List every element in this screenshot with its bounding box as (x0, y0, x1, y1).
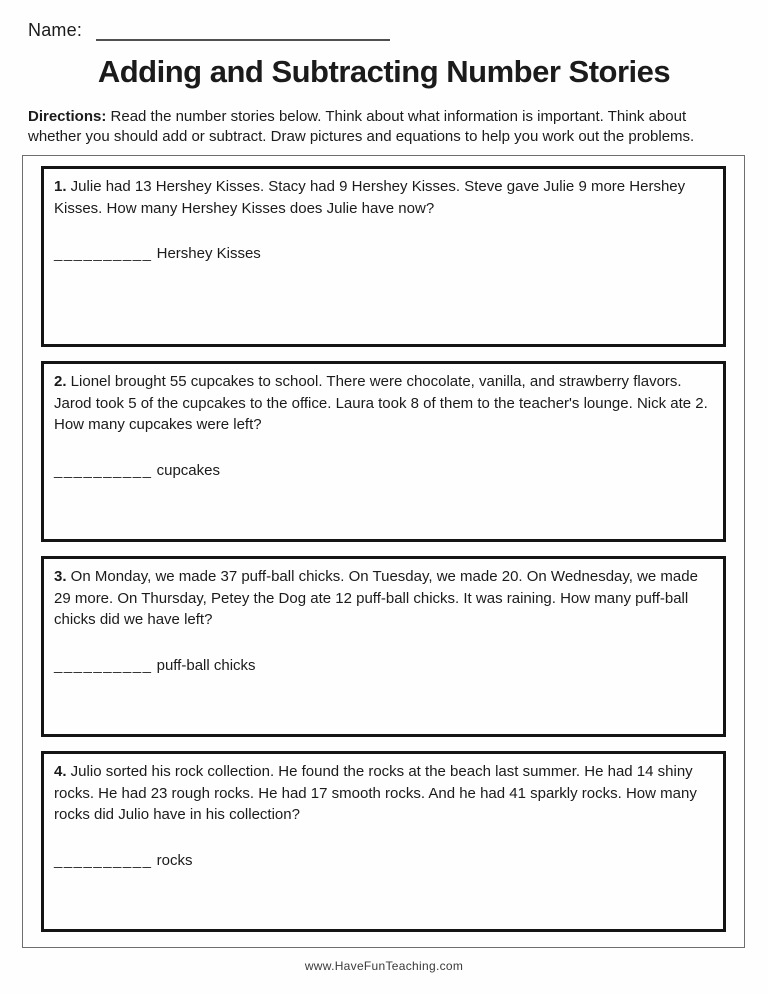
answer-unit: cupcakes (152, 462, 220, 480)
problem-number: 4. (54, 762, 67, 780)
answer-blank: __________ (54, 245, 153, 263)
answer-line (54, 657, 711, 674)
name-blank-line (96, 23, 390, 41)
footer-url: www.HaveFunTeaching.com (304, 958, 464, 973)
answer-line (54, 852, 711, 869)
answer-unit: rocks (152, 852, 193, 870)
directions-text: Read the number stories below. Think about what information is important. Think about whether you should add or subtract. Draw pictures and equations to help you work out the problems. (28, 108, 695, 145)
answer-line (54, 462, 711, 479)
problem-box-4 (41, 751, 726, 932)
problem-text (54, 761, 711, 826)
answer-unit: Hershey Kisses (152, 245, 261, 263)
problem-text (54, 566, 711, 631)
problems-frame (22, 155, 745, 948)
problem-story: Julie had 13 Hershey Kisses. Stacy had 9 Hershey Kisses. Steve gave Julie 9 more Hershey Kisses. How many Hershey Kisses does Julie have now? (54, 177, 686, 217)
answer-blank: __________ (54, 462, 153, 480)
problem-box-1 (41, 166, 726, 347)
problem-story: Julio sorted his rock collection. He found the rocks at the beach last summer. He had 14 shiny rocks. He had 23 rough rocks. He had 17 smooth rocks. And he had 41 sparkly rocks. How many rocks did Julio have in his collection? (54, 762, 697, 824)
problem-text (54, 371, 711, 436)
problem-number: 1. (54, 177, 67, 195)
problem-story: On Monday, we made 37 puff-ball chicks. On Tuesday, we made 20. On Wednesday, we made 29 more. On Thursday, Petey the Dog ate 12 puff-ball chicks. It was raining. How many puff-ball chicks did we have left? (54, 567, 698, 629)
problem-number: 3. (54, 567, 67, 585)
page-title: Adding and Subtracting Number Stories (97, 54, 671, 89)
directions-label: Directions: (28, 108, 107, 125)
directions (28, 107, 742, 147)
answer-unit: puff-ball chicks (152, 657, 256, 675)
name-label: Name: (28, 20, 83, 40)
name-row (28, 20, 768, 41)
problem-box-3 (41, 556, 726, 737)
answer-blank: __________ (54, 852, 153, 870)
problem-story: Lionel brought 55 cupcakes to school. There were chocolate, vanilla, and strawberry flavors. Jarod took 5 of the cupcakes to the office. Laura took 8 of them to the teacher's lounge. Nick ate 2. How many cupcakes were left? (54, 372, 708, 434)
problem-text (54, 176, 711, 220)
problem-number: 2. (54, 372, 67, 390)
problem-box-2 (41, 361, 726, 542)
answer-blank: __________ (54, 657, 153, 675)
answer-line (54, 245, 711, 262)
